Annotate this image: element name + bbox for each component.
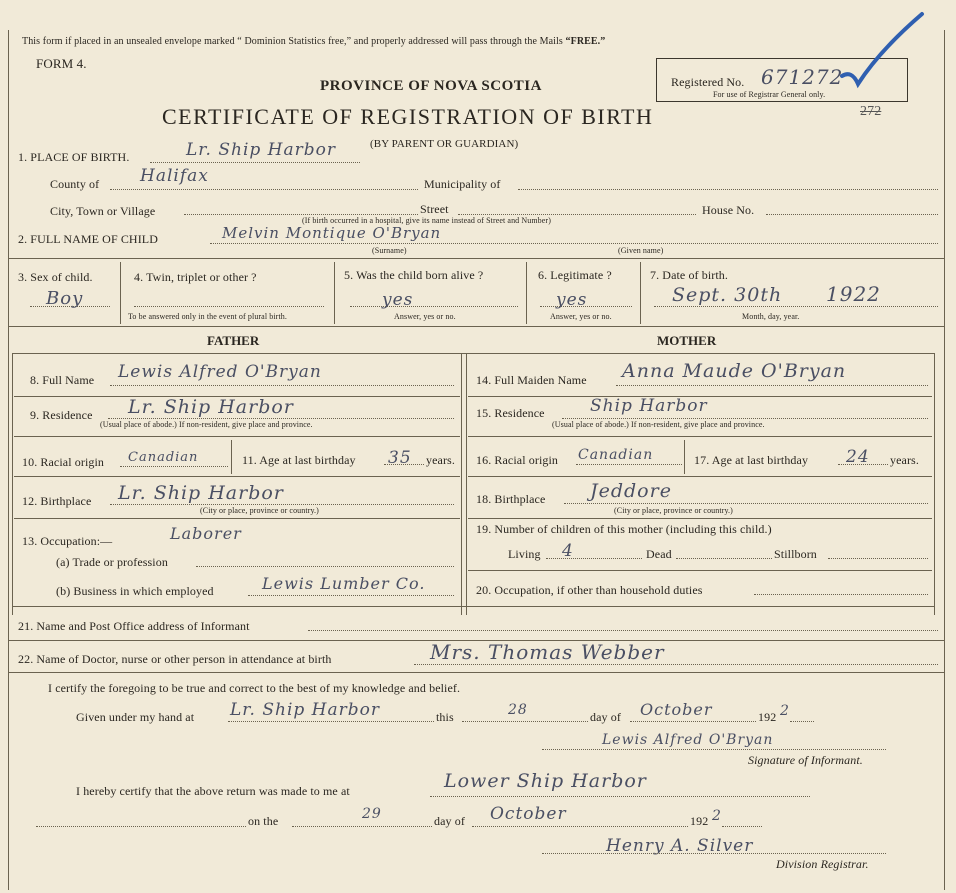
father-birthplace-value: Lr. Ship Harbor (118, 482, 284, 504)
dead-label: Dead (646, 547, 672, 561)
municipality-label: Municipality of (424, 177, 501, 191)
registrar-place-value: Lower Ship Harbor (444, 770, 647, 792)
twin-note: To be answered only in the event of plural birth. (128, 312, 287, 321)
certify-statement: I certify the foregoing to be true and correct to the best of my knowledge and belief. (48, 681, 461, 695)
given-year-prefix: 192 (758, 710, 777, 724)
house-no-label: House No. (702, 203, 755, 217)
child-name-label: 2. FULL NAME OF CHILD (18, 232, 158, 246)
mother-name-label: 14. Full Maiden Name (476, 373, 587, 387)
born-alive-label: 5. Was the child born alive ? (344, 268, 484, 282)
dob-year: 1922 (826, 282, 881, 306)
born-alive-value: yes (382, 290, 414, 310)
mother-race-value: Canadian (578, 447, 654, 463)
mother-birthplace-note: (City or place, province or country.) (614, 506, 733, 515)
corner-mark: 272 (860, 104, 882, 119)
father-residence-label: 9. Residence (30, 408, 93, 422)
mother-race-label: 16. Racial origin (476, 453, 559, 467)
mother-birthplace-label: 18. Birthplace (476, 492, 546, 506)
informant-signature-caption: Signature of Informant. (748, 753, 863, 767)
given-label: Given under my hand at (76, 710, 195, 724)
father-occupation-value: Laborer (170, 524, 242, 543)
father-heading: FATHER (207, 333, 260, 348)
father-residence-note: (Usual place of abode.) If non-resident, give place and province. (100, 420, 313, 429)
informant-label: 21. Name and Post Office address of Informant (18, 619, 250, 633)
this-label: this (436, 710, 454, 724)
mother-residence-note: (Usual place of abode.) If non-resident, give place and province. (552, 420, 765, 429)
mother-residence-value: Ship Harbor (590, 396, 708, 416)
place-of-birth-label: 1. PLACE OF BIRTH. (18, 150, 130, 164)
mother-age-value: 24 (846, 447, 870, 467)
postal-notice: This form if placed in an unsealed envelope marked “ Dominion Statistics free,” and properly addressed will pass through the Mails “FREE.” (22, 36, 606, 47)
hospital-note: (If birth occurred in a hospital, give its name instead of Street and Number) (302, 216, 551, 225)
business-label: (b) Business in which employed (56, 584, 214, 598)
sex-value: Boy (46, 288, 84, 309)
county-label: County of (50, 177, 100, 191)
registrar-statement: I hereby certify that the above return was made to me at (76, 784, 350, 798)
registered-number: 671272 (761, 65, 844, 89)
legitimate-value: yes (556, 290, 588, 310)
left-border (8, 30, 9, 890)
registrar-year-value: 2 (712, 808, 722, 824)
form-number: FORM 4. (36, 56, 87, 71)
doctor-value: Mrs. Thomas Webber (430, 640, 665, 664)
page-title: CERTIFICATE OF REGISTRATION OF BIRTH (162, 104, 654, 129)
father-residence-value: Lr. Ship Harbor (128, 396, 294, 418)
father-name-value: Lewis Alfred O'Bryan (118, 362, 322, 382)
father-name-label: 8. Full Name (30, 373, 95, 387)
registrar-note: For use of Registrar General only. (713, 90, 826, 99)
given-place-value: Lr. Ship Harbor (230, 700, 381, 720)
street-label: Street (420, 202, 449, 216)
father-age-value: 35 (388, 448, 412, 468)
on-the-label: on the (248, 814, 279, 828)
province-heading: PROVINCE OF NOVA SCOTIA (320, 78, 542, 94)
stillborn-label: Stillborn (774, 547, 817, 561)
mother-birthplace-value: Jeddore (590, 480, 672, 502)
page-subtitle: (BY PARENT OR GUARDIAN) (370, 138, 519, 150)
father-age-label: 11. Age at last birthday (242, 453, 356, 467)
living-label: Living (508, 547, 541, 561)
right-border (944, 30, 945, 890)
sex-label: 3. Sex of child. (18, 270, 93, 284)
mother-heading: MOTHER (657, 333, 717, 348)
mother-occupation-label: 20. Occupation, if other than household duties (476, 583, 703, 597)
check-mark-icon (830, 10, 930, 90)
children-count-label: 19. Number of children of this mother (including this child.) (476, 522, 772, 536)
legitimate-note: Answer, yes or no. (550, 312, 612, 321)
business-value: Lewis Lumber Co. (262, 574, 426, 593)
surname-caption: (Surname) (372, 246, 407, 255)
informant-signature: Lewis Alfred O'Bryan (602, 732, 774, 748)
mother-years: years. (890, 453, 919, 467)
given-name-caption: (Given name) (618, 246, 664, 255)
given-year-value: 2 (780, 703, 790, 719)
registrar-day-value: 29 (362, 806, 382, 822)
place-of-birth-value: Lr. Ship Harbor (186, 140, 337, 160)
registrar-signature: Henry A. Silver (606, 836, 754, 856)
registrar-caption: Division Registrar. (776, 857, 869, 871)
trade-label: (a) Trade or profession (56, 555, 168, 569)
born-alive-note: Answer, yes or no. (394, 312, 456, 321)
father-birthplace-label: 12. Birthplace (22, 494, 92, 508)
registrar-month-value: October (490, 804, 567, 824)
father-race-value: Canadian (128, 450, 199, 465)
father-race-label: 10. Racial origin (22, 455, 105, 469)
mother-age-label: 17. Age at last birthday (694, 453, 809, 467)
registered-label: Registered No. (671, 75, 745, 89)
dob-label: 7. Date of birth. (650, 268, 729, 282)
child-name-value: Melvin Montique O'Bryan (222, 224, 442, 242)
registrar-year-prefix: 192 (690, 814, 709, 828)
mother-residence-label: 15. Residence (476, 406, 545, 420)
given-day-value: 28 (508, 702, 528, 718)
registrar-day-of-label: day of (434, 814, 465, 828)
mother-name-value: Anna Maude O'Bryan (622, 360, 847, 382)
doctor-label: 22. Name of Doctor, nurse or other person in attendance at birth (18, 652, 332, 666)
father-birthplace-note: (City or place, province or country.) (200, 506, 319, 515)
living-value: 4 (562, 541, 574, 561)
dob-value: Sept. 30th (672, 284, 783, 306)
city-label: City, Town or Village (50, 204, 156, 218)
twin-label: 4. Twin, triplet or other ? (134, 270, 257, 284)
county-value: Halifax (140, 166, 209, 186)
legitimate-label: 6. Legitimate ? (538, 268, 612, 282)
father-occupation-label: 13. Occupation:— (22, 534, 113, 548)
dob-note: Month, day, year. (742, 312, 800, 321)
given-month-value: October (640, 700, 713, 719)
father-years: years. (426, 453, 455, 467)
given-day-of-label: day of (590, 710, 621, 724)
